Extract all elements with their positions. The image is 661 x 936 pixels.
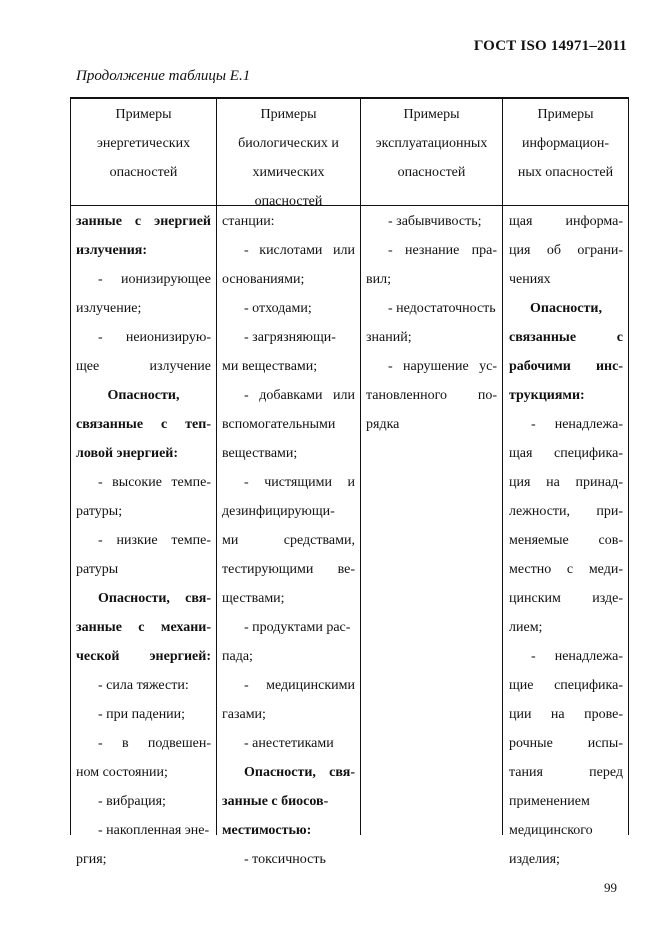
cell-line: - медицинскими	[244, 678, 355, 693]
cell-line: - токсичность	[244, 852, 326, 867]
cell-line: ратуры	[76, 562, 119, 577]
cell-line: щее излучение	[76, 359, 211, 374]
cell-line: - продуктами рас-	[244, 620, 351, 635]
cell-line: ществами;	[222, 591, 285, 606]
cell-line: газами;	[222, 707, 266, 722]
cell-line: пада;	[222, 649, 253, 664]
cell-line: ция на принад-	[509, 475, 623, 490]
header-line: Примеры	[403, 107, 460, 122]
cell-line: цинским изде-	[509, 591, 623, 606]
header-line: Примеры	[260, 107, 317, 122]
cell-line: - незнание пра-	[388, 243, 497, 258]
cell-line: - отходами;	[244, 301, 312, 316]
column-divider-3	[502, 97, 503, 835]
header-line: ных опасностей	[517, 165, 614, 180]
cell-line: связанные с	[509, 330, 623, 345]
page-number: 99	[604, 880, 617, 895]
header-line: Примеры	[115, 107, 172, 122]
cell-line: - загрязняющи-	[244, 330, 336, 345]
cell-line: тания перед	[509, 765, 623, 780]
cell-line: ном состоянии;	[76, 765, 168, 780]
header-line: биологических и	[238, 136, 339, 151]
cell-line: - высокие темпе-	[98, 475, 211, 490]
cell-line: меняемые сов-	[509, 533, 623, 548]
cell-line: - сила тяжести:	[98, 678, 189, 693]
cell-line: станции:	[222, 214, 275, 229]
cell-line: ция об ограни-	[509, 243, 623, 258]
cell-line: тестирующими ве-	[222, 562, 355, 577]
cell-line: - ионизирующее	[98, 272, 211, 287]
header-line: Примеры	[537, 107, 594, 122]
column-body-energy-hazards	[76, 207, 211, 874]
cell-line: - забывчивость;	[388, 214, 482, 229]
cell-line: - нарушение ус-	[388, 359, 497, 374]
cell-line: - недостаточность	[388, 301, 496, 316]
cell-line: - неионизирую-	[98, 330, 211, 345]
cell-line: трукциями:	[509, 388, 585, 403]
table-left-border	[70, 97, 71, 835]
cell-line: излучение;	[76, 301, 142, 316]
header-line: химических	[252, 165, 325, 180]
cell-line: ргия;	[76, 852, 107, 867]
cell-line: - в подвешен-	[98, 736, 211, 751]
cell-line: занные с биосов-	[222, 794, 329, 809]
cell-line: ми средствами,	[222, 533, 355, 548]
cell-line: веществами;	[222, 446, 298, 461]
cell-line: медицинского	[509, 823, 593, 838]
column-header-biochemical-hazards	[217, 99, 360, 209]
header-line: энергетических	[96, 136, 191, 151]
cell-line: щая информа-	[509, 214, 623, 229]
cell-line: щие специфика-	[509, 678, 623, 693]
cell-line: основаниями;	[222, 272, 305, 287]
cell-line: - низкие темпе-	[98, 533, 211, 548]
column-divider-2	[360, 97, 361, 835]
cell-line: местно с меди-	[509, 562, 623, 577]
cell-line: лием;	[509, 620, 543, 635]
cell-line: - чистящими и	[244, 475, 355, 490]
header-line: опасностей	[397, 165, 466, 180]
cell-line: ми веществами;	[222, 359, 318, 374]
cell-line: занные с энергией	[76, 214, 211, 229]
column-body-biochemical-hazards	[222, 207, 355, 874]
header-line: опасностей	[254, 194, 323, 209]
header-line: опасностей	[109, 165, 178, 180]
column-header-information-hazards	[503, 99, 628, 205]
cell-line: дезинфицирующи-	[222, 504, 335, 519]
cell-line: - ненадлежа-	[531, 649, 623, 664]
cell-line: Опасности, свя-	[98, 591, 211, 606]
cell-line: рядка	[366, 417, 400, 432]
cell-line: связанные с теп-	[76, 417, 211, 432]
cell-line: вил;	[366, 272, 391, 287]
header-line: эксплуатационных	[375, 136, 488, 151]
cell-line: - кислотами или	[244, 243, 355, 258]
cell-line: ческой энергией:	[76, 649, 211, 664]
column-body-operational-hazards	[366, 207, 497, 439]
cell-line: щая специфика-	[509, 446, 623, 461]
cell-line: - ненадлежа-	[531, 417, 623, 432]
table-right-border	[628, 97, 629, 835]
cell-line: - вибрация;	[98, 794, 166, 809]
cell-line: местимостью:	[222, 823, 312, 838]
cell-line: знаний;	[366, 330, 412, 345]
cell-line: - добавками или	[244, 388, 355, 403]
cell-line: ции на прове-	[509, 707, 623, 722]
cell-line: вспомогательными	[222, 417, 336, 432]
cell-line: применением	[509, 794, 590, 809]
cell-line: излучения:	[76, 243, 148, 258]
cell-line: - накопленная эне-	[98, 823, 210, 838]
cell-line: тановленного по-	[366, 388, 497, 403]
cell-line: изделия;	[509, 852, 560, 867]
cell-line: ловой энергией:	[76, 446, 179, 461]
hazard-table	[70, 97, 629, 867]
cell-line: рочные испы-	[509, 736, 623, 751]
column-header-energy-hazards	[71, 99, 216, 205]
standard-code: ГОСТ ISO 14971–2011	[473, 38, 627, 54]
cell-line: - анестетиками	[244, 736, 334, 751]
cell-line: занные с механи-	[76, 620, 211, 635]
cell-line: Опасности, свя-	[244, 765, 355, 780]
cell-line: Опасности,	[530, 301, 602, 316]
column-body-information-hazards	[509, 207, 623, 874]
cell-line: рабочими инс-	[509, 359, 623, 374]
cell-line: - при падении;	[98, 707, 186, 722]
header-line: информацион-	[522, 136, 609, 151]
cell-line: ратуры;	[76, 504, 123, 519]
cell-line: лежности, при-	[509, 504, 623, 519]
cell-line: чениях	[509, 272, 551, 287]
table-caption: Продолжение таблицы Е.1	[76, 68, 251, 84]
cell-line: Опасности,	[107, 388, 180, 403]
column-header-operational-hazards	[361, 99, 502, 205]
